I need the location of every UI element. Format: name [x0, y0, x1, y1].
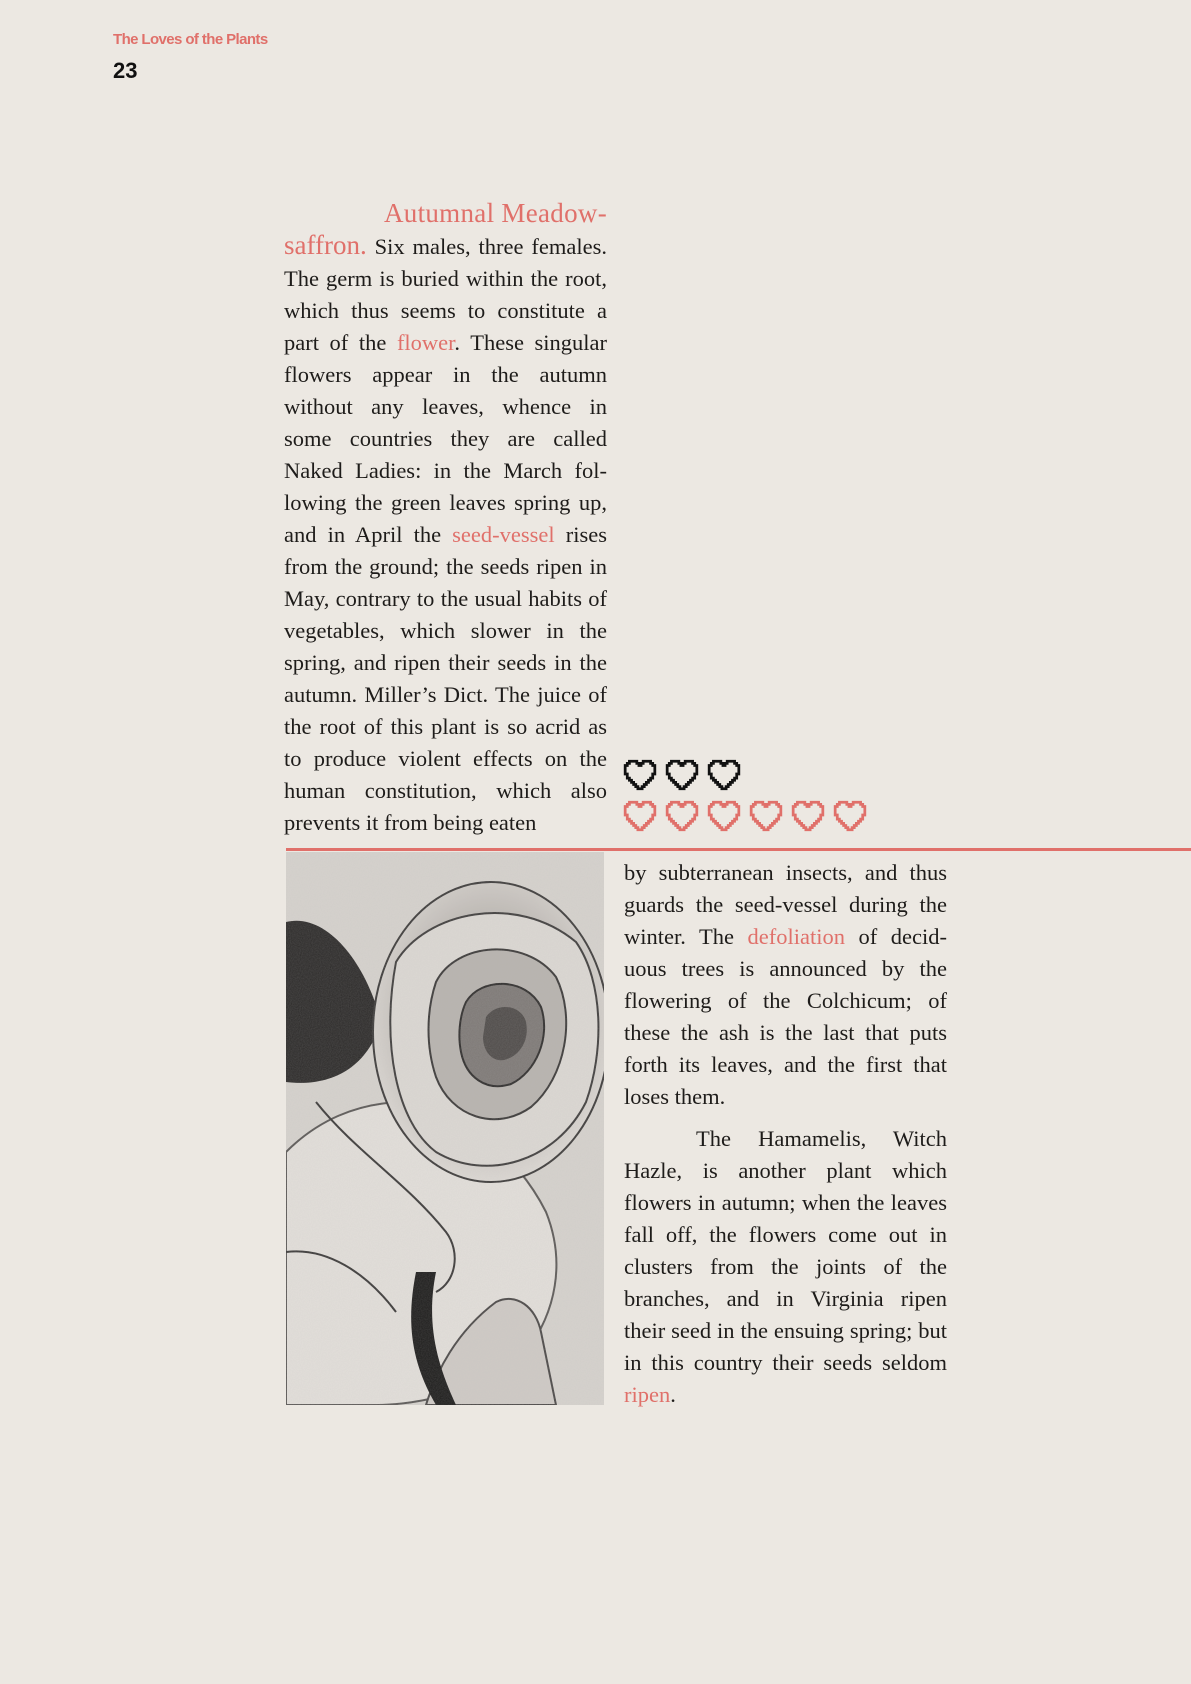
- note-text: The Hamamelis, Witch Hazle, is another plant which flowers in autumn; when the leaves fall off, the flowers come out in clusters from the joints of the branches, and in Virginia ripen their seed in the ensuing spring; but in this country their seeds seldom: [624, 1126, 947, 1375]
- term-defoliation: defoliation: [747, 924, 845, 949]
- note-text: . These singular flowers appear in the autumn without any leaves, whence in some countries they are called Naked Ladies: in the March following the green leaves spring up, and in April the: [284, 330, 607, 547]
- term-ripen: ripen: [624, 1382, 671, 1407]
- note-text: of deciduous trees is announced by the flowering of the Colchicum; of these the ash is the last that puts forth its leaves, and the first that loses them.: [624, 924, 947, 1109]
- note-text: by subterranean insects, and thus guards the seed-vessel during the winter. The: [624, 860, 947, 949]
- heart-outline-icon: [664, 798, 700, 834]
- note-text: Six males, three females. The germ is buried within the root, which thus seems to constitute a part of the: [284, 234, 607, 355]
- paragraph: [624, 1123, 947, 1411]
- heart-outline-icon: [832, 798, 868, 834]
- heart-outline-icon: [748, 798, 784, 834]
- page-number: 23: [113, 58, 138, 83]
- rose-image: [286, 852, 604, 1405]
- note-text: rises from the ground; the seeds ripen in May, contrary to the usual habits of vegetables, which slower in the spring, and ripen their seeds in the autumn. Miller’s Dict. The juice of the root of this plant is so acrid as to produce violent effects on the human constitution, which also prevents it from being eaten: [284, 522, 607, 835]
- heart-outline-icon: [664, 757, 700, 793]
- heart-outline-icon: [622, 798, 658, 834]
- term-seed-vessel: seed-vessel: [452, 522, 555, 547]
- note-column-right: [624, 857, 947, 1411]
- term-flower: flower: [396, 330, 455, 355]
- hearts-row-black: [622, 757, 742, 793]
- section-divider: [286, 848, 1191, 851]
- running-title: The Loves of the Plants: [113, 31, 268, 48]
- heart-outline-icon: [706, 757, 742, 793]
- note-column-left: [284, 197, 607, 839]
- note-heading: [284, 197, 607, 229]
- note-text: .: [670, 1382, 676, 1407]
- paragraph: [624, 857, 947, 1113]
- note-heading-line1: Autumnal Meadow-: [383, 198, 607, 228]
- heart-outline-icon: [706, 798, 742, 834]
- heart-outline-icon: [622, 757, 658, 793]
- heart-outline-icon: [790, 798, 826, 834]
- hearts-row-red: [622, 798, 868, 834]
- note-heading-line2: saffron.: [284, 230, 367, 260]
- rose-illustration: [286, 852, 604, 1405]
